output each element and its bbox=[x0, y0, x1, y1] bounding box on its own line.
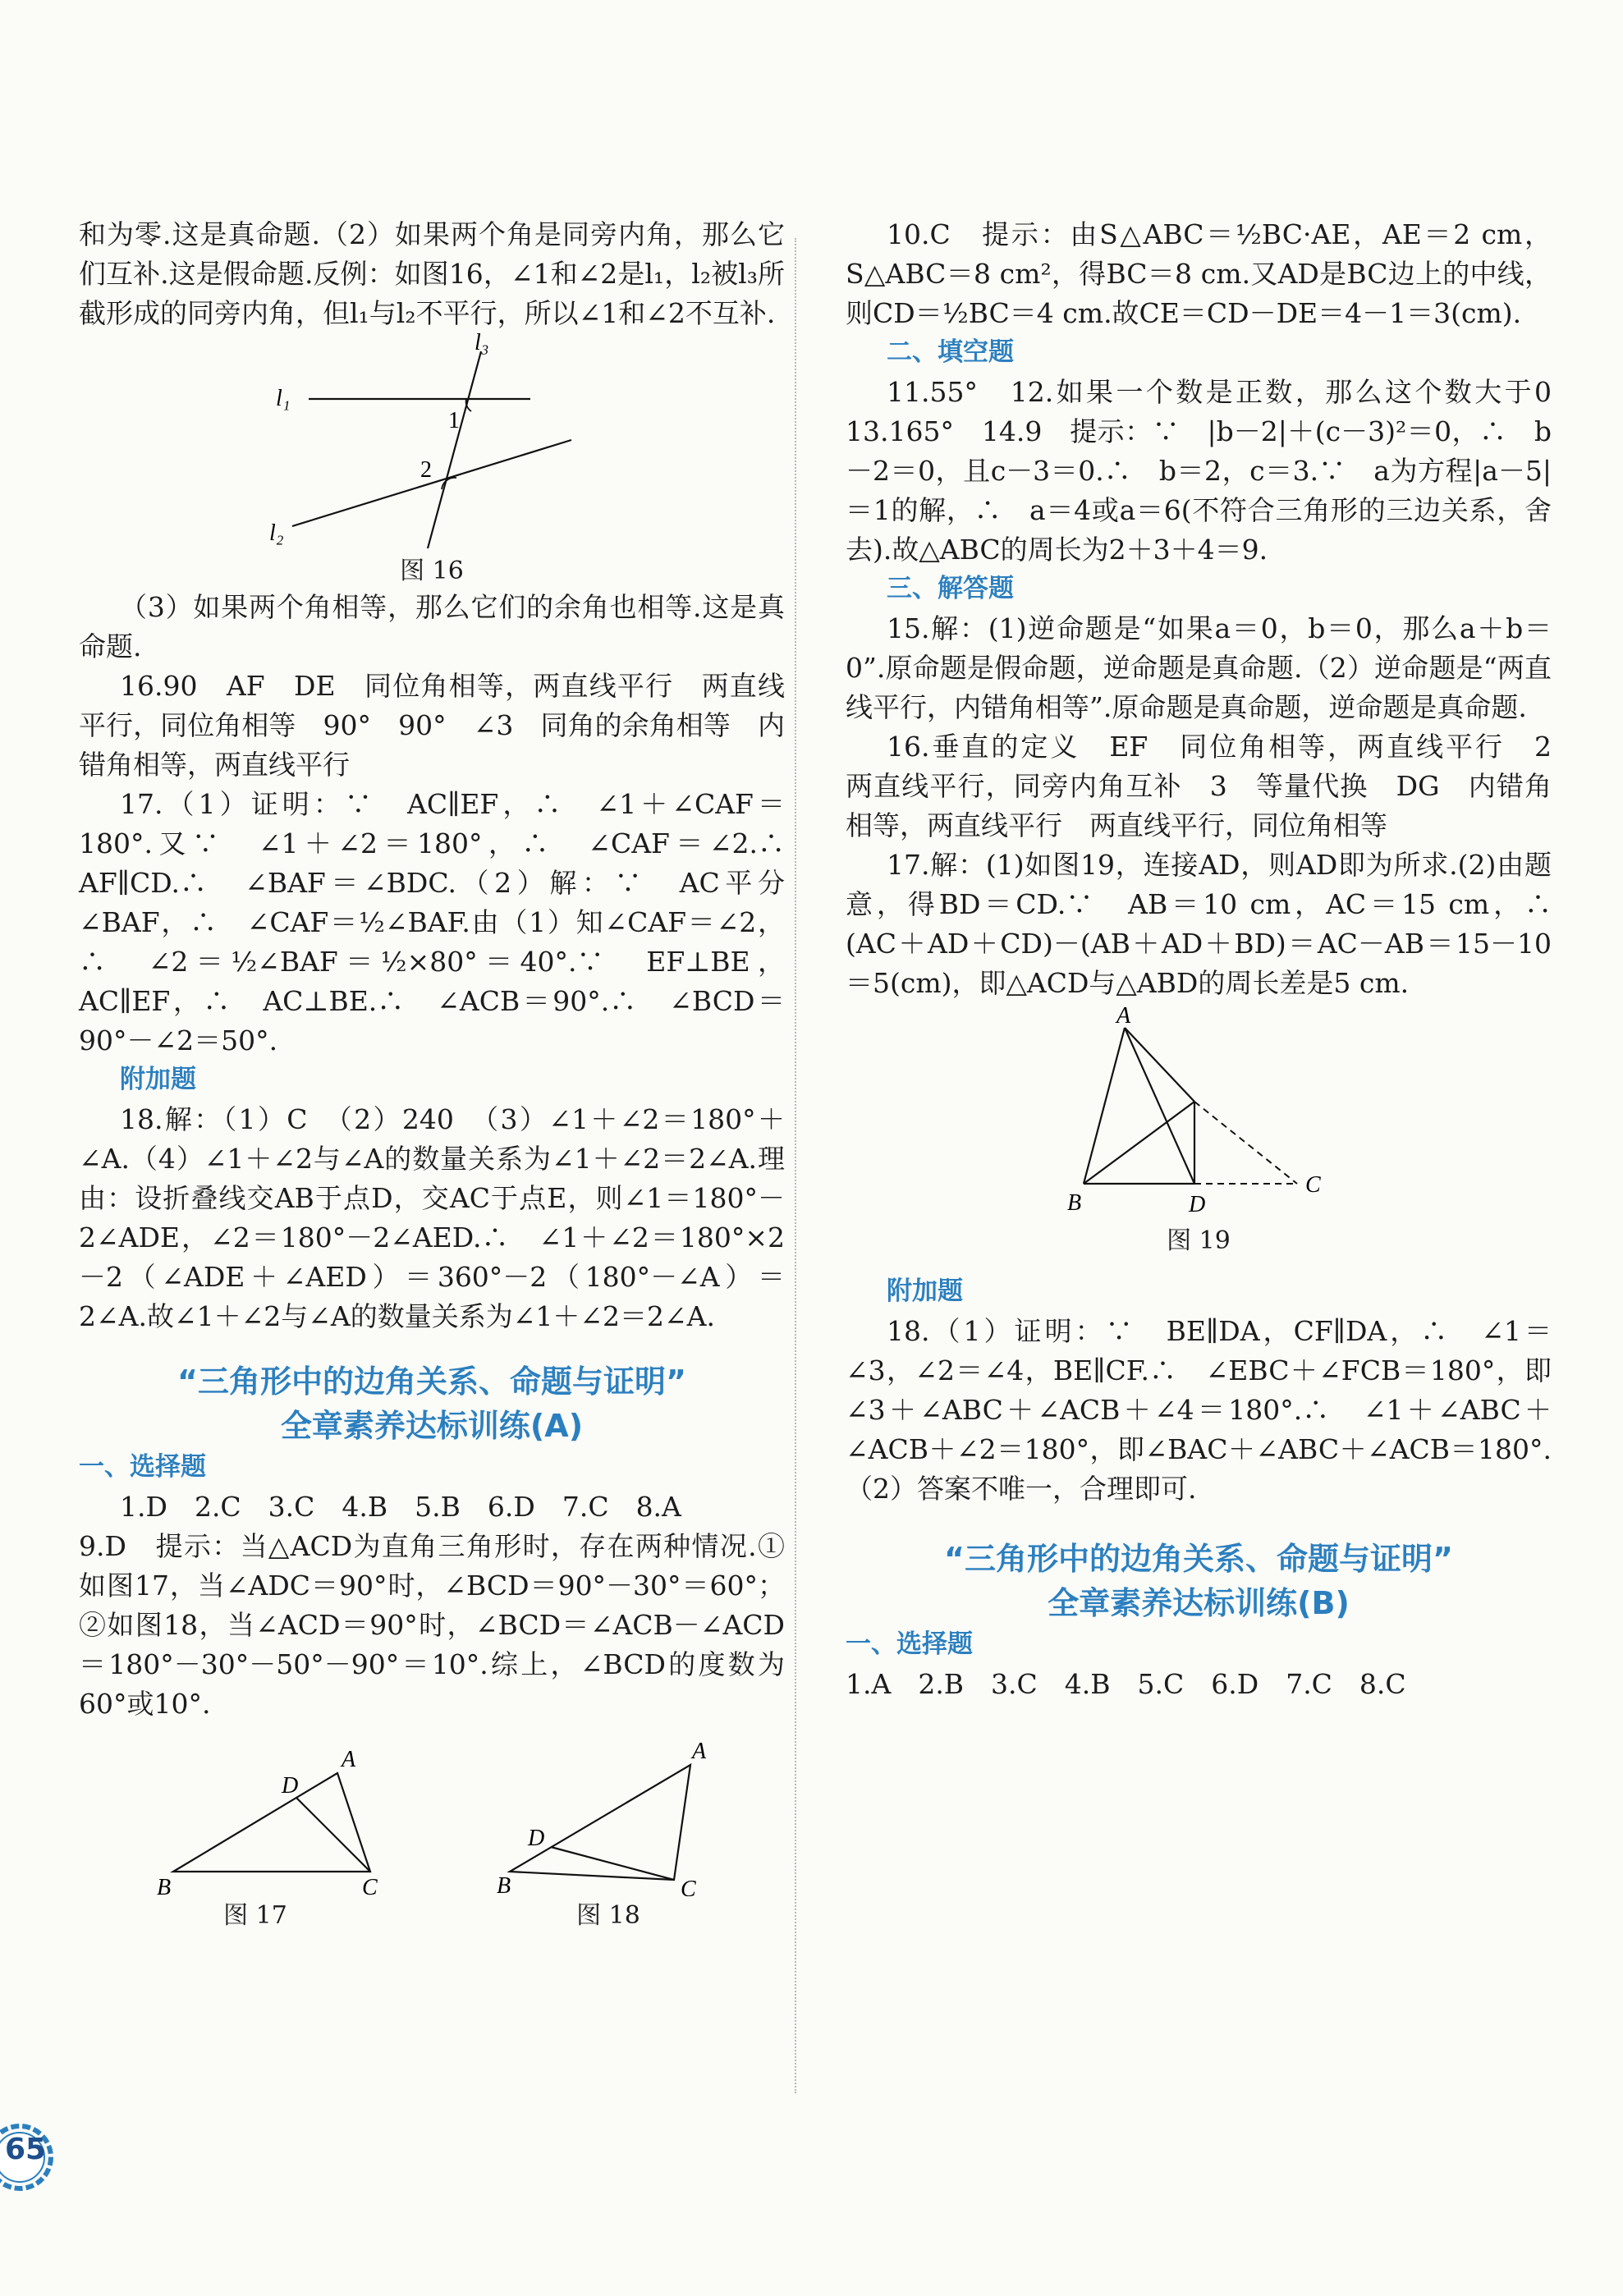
answer-16-b: 16.垂直的定义 EF 同位角相等，两直线平行 2 两直线平行，同旁内角互补 3 等量代换 DG 内错角相等，两直线平行 两直线平行，同位角相等 bbox=[846, 731, 1579, 841]
fig18-C: C bbox=[681, 1877, 696, 1896]
answer-9: 9.D 提示：当△ACD为直角三角形时，存在两种情况.①如图17，当∠ADC＝90°时，∠BCD＝90°－30°＝60°；②如图18，当∠ACD＝90°时，∠BCD＝∠ACB－∠ACD＝180°－30°－50°－90°＝10°.综上，∠BCD的度数为60°或10°. bbox=[79, 1530, 785, 1720]
fig16-l1-label: l₁ bbox=[276, 386, 291, 411]
figure-18-wrap bbox=[485, 1732, 731, 1932]
choice-answers-a: 1.D 2.C 3.C 4.B 5.B 6.D 7.C 8.A bbox=[120, 1491, 681, 1523]
fig19-D: D bbox=[1189, 1192, 1206, 1217]
fig17-D: D bbox=[282, 1773, 299, 1799]
figure-17-wrap bbox=[132, 1732, 378, 1932]
fig16-l3-label: l₃ bbox=[475, 333, 489, 355]
answer-15-part3: （3）如果两个角相等，那么它们的余角也相等.这是真命题. bbox=[79, 591, 785, 662]
choice-answers-b: 1.A 2.B 3.C 4.B 5.C 6.D 7.C 8.C bbox=[846, 1668, 1406, 1700]
chapter-title-b-line1: “三角形中的边角关系、命题与证明” bbox=[944, 1541, 1453, 1577]
right-column bbox=[846, 215, 1579, 1704]
figure-17 bbox=[132, 1732, 378, 1896]
answer-16: 16.90 AF DE 同位角相等，两直线平行 两直线平行，同位角相等 90° 90° ∠3 同角的余角相等 内错角相等，两直线平行 bbox=[79, 670, 785, 781]
fill-answers: 11.55° 12.如果一个数是正数，那么这个数大于0 13.165° 14.9 提示：∵ |b－2|＋(c－3)²＝0，∴ b－2＝0，且c－3＝0.∴ b＝2，c＝3.∵ a为方程|a－5|＝1的解，∴ a＝4或a＝6(不符合三角形的三边关系，舍去).故△ABC的周长为2＋3＋4＝9. bbox=[846, 376, 1579, 566]
section-solve: 三、解答题 bbox=[887, 574, 1014, 603]
section-choice-b: 一、选择题 bbox=[846, 1629, 973, 1659]
figure-16 bbox=[259, 333, 604, 555]
section-choice-a: 一、选择题 bbox=[79, 1452, 206, 1482]
page-number: 65 bbox=[4, 2133, 47, 2166]
fig16-l2-label: l₂ bbox=[269, 520, 284, 546]
chapter-title-a-line1: “三角形中的边角关系、命题与证明” bbox=[177, 1363, 686, 1400]
fig17-C: C bbox=[362, 1875, 378, 1896]
section-fill: 二、填空题 bbox=[887, 337, 1014, 367]
fig19-A: A bbox=[1116, 1003, 1131, 1029]
extra-heading-left: 附加题 bbox=[120, 1065, 196, 1094]
answer-15-continued: 和为零.这是真命题.（2）如果两个角是同旁内角，那么它们互补.这是假命题.反例：如图16，∠1和∠2是l₁，l₂被l₃所截形成的同旁内角，但l₁与l₂不平行，所以∠1和∠2不互补. bbox=[79, 218, 785, 329]
left-column bbox=[79, 215, 812, 1932]
fig19-B: B bbox=[1067, 1190, 1082, 1216]
answer-10: 10.C 提示：由S△ABC＝½BC·AE，AE＝2 cm，S△ABC＝8 cm²，得BC＝8 cm.又AD是BC边上的中线，则CD＝½BC＝4 cm.故CE＝CD－DE＝4－1＝3(cm). bbox=[846, 218, 1552, 329]
fig18-caption: 图 18 bbox=[576, 1901, 640, 1930]
fig17-B: B bbox=[157, 1875, 172, 1896]
figure-18 bbox=[485, 1732, 731, 1896]
answer-18: 18.解：（1）C （2）240 （3）∠1＋∠2＝180°＋∠A.（4）∠1＋∠2与∠A的数量关系为∠1＋∠2＝2∠A.理由：设折叠线交AB于点D，交AC于点E，则∠1＝180°－2∠ADE，∠2＝180°－2∠AED.∴ ∠1＋∠2＝180°×2－2（∠ADE＋∠AED）＝360°－2（180°－∠A）＝2∠A.故∠1＋∠2与∠A的数量关系为∠1＋∠2＝2∠A. bbox=[79, 1103, 785, 1332]
extra-heading-right: 附加题 bbox=[887, 1276, 963, 1306]
answer-15-b: 15.解：(1)逆命题是“如果a＝0，b＝0，那么a＋b＝0”.原命题是假命题，逆命题是真命题.（2）逆命题是“两直线平行，内错角相等”.原命题是真命题，逆命题是真命题. bbox=[846, 612, 1552, 723]
fig17-A: A bbox=[342, 1747, 356, 1772]
fig16-angle2-label: 2 bbox=[420, 457, 432, 483]
figures-17-18 bbox=[79, 1732, 785, 1932]
column-divider bbox=[795, 238, 796, 2093]
fig18-D: D bbox=[528, 1826, 545, 1851]
chapter-title-a-line2: 全章素养达标训练(A) bbox=[280, 1408, 584, 1444]
fig17-caption: 图 17 bbox=[223, 1901, 287, 1930]
fig19-C: C bbox=[1305, 1172, 1321, 1198]
fig18-A: A bbox=[692, 1739, 707, 1764]
fig16-angle1-label: 1 bbox=[448, 408, 460, 433]
fig19-caption: 图 19 bbox=[1167, 1226, 1231, 1255]
figure-19 bbox=[1051, 1003, 1346, 1225]
fig18-B: B bbox=[497, 1873, 511, 1896]
answer-17: 17.（1）证明：∵ AC∥EF，∴ ∠1＋∠CAF＝180°.又∵ ∠1＋∠2＝180°，∴ ∠CAF＝∠2.∴ AF∥CD.∴ ∠BAF＝∠BDC.（2）解：∵ AC平分∠BAF，∴ ∠CAF＝½∠BAF.由（1）知∠CAF＝∠2，∴ ∠2＝½∠BAF＝½×80°＝40°.∵ EF⊥BE，AC∥EF，∴ AC⊥BE.∴ ∠ACB＝90°.∴ ∠BCD＝90°－∠2＝50°. bbox=[79, 788, 812, 1056]
chapter-title-b-line2: 全章素养达标训练(B) bbox=[1048, 1585, 1350, 1621]
answer-17-b: 17.解：(1)如图19，连接AD，则AD即为所求.(2)由题意，得BD＝CD.∵ AB＝10 cm，AC＝15 cm，∴ (AC＋AD＋CD)－(AB＋AD＋BD)＝AC－AB＝15－10＝5(cm)，即△ACD与△ABD的周长差是5 cm. bbox=[846, 849, 1579, 999]
fig16-caption: 图 16 bbox=[400, 557, 464, 585]
answer-18-b: 18.（1）证明：∵ BE∥DA，CF∥DA，∴ ∠1＝∠3，∠2＝∠4，BE∥CF.∴ ∠EBC＋∠FCB＝180°，即∠3＋∠ABC＋∠ACB＋∠4＝180°.∴ ∠1＋∠ABC＋∠ACB＋∠2＝180°，即∠BAC＋∠ABC＋∠ACB＝180°.（2）答案不唯一，合理即可. bbox=[846, 1315, 1552, 1505]
